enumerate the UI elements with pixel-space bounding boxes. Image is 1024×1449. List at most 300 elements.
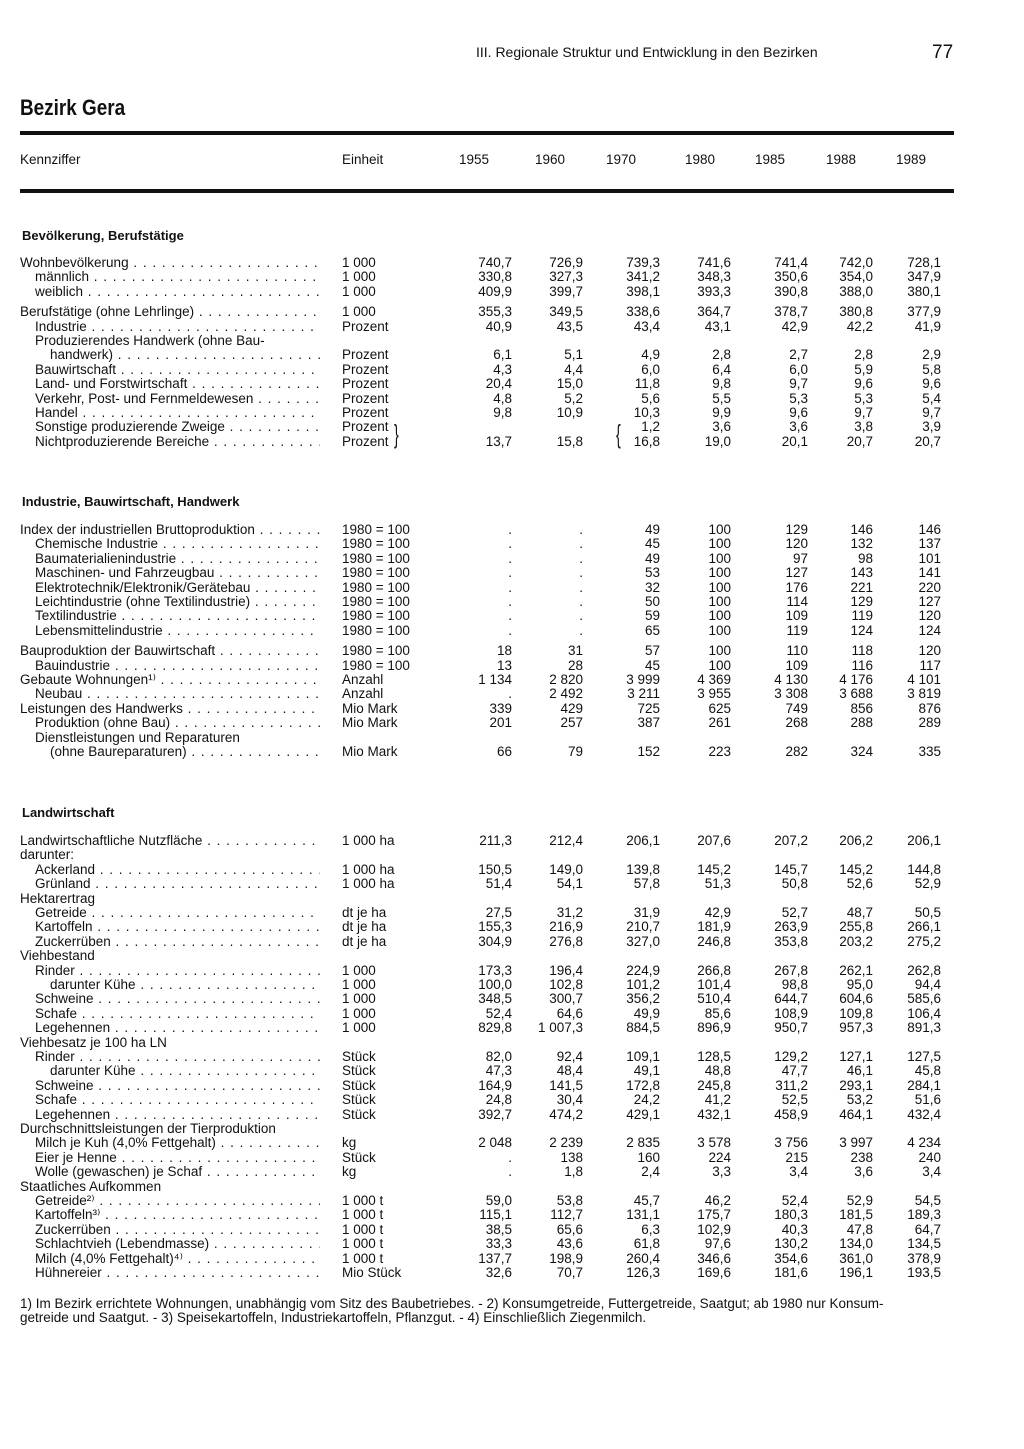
table-row — [0, 1136, 1024, 1150]
row-value: 216,9 — [549, 919, 583, 935]
row-value: 52,4 — [781, 1193, 808, 1208]
row-value: 335 — [918, 744, 941, 759]
row-label: Viehbestand — [20, 949, 95, 964]
row-value: . — [508, 608, 512, 624]
table-row — [0, 609, 1024, 623]
row-value: 311,2 — [775, 1077, 808, 1093]
table-row — [0, 920, 1024, 934]
row-value: . — [508, 594, 512, 609]
table-row — [0, 745, 1024, 759]
row-value: 884,5 — [626, 1020, 660, 1036]
row-value: 42,2 — [846, 318, 873, 334]
row-value: . — [508, 686, 512, 702]
row-value: 5,3 — [789, 390, 808, 406]
row-label: Produktion (ohne Bau) . . . — [35, 716, 320, 730]
row-value: 2 835 — [626, 1135, 660, 1151]
row-value: 31,9 — [633, 905, 660, 920]
row-value: 348,3 — [697, 269, 731, 285]
row-value: 5,6 — [641, 390, 660, 406]
col-head-year: 1989 — [896, 152, 927, 167]
row-value: 54,5 — [914, 1193, 941, 1208]
table-row — [0, 877, 1024, 891]
row-value: 3,6 — [712, 419, 731, 435]
row-value: 399,7 — [549, 283, 583, 299]
row-value: . — [579, 622, 583, 638]
row-value: 98,8 — [781, 977, 808, 992]
row-value: 19,0 — [704, 433, 731, 449]
row-value: 9,8 — [493, 405, 512, 420]
row-value: 4,4 — [564, 361, 583, 377]
row-value: 102,9 — [697, 1221, 731, 1237]
table-row — [0, 1021, 1024, 1035]
col-head-year: 1985 — [755, 152, 786, 167]
table-row — [0, 392, 1024, 406]
row-value: 741,4 — [774, 255, 808, 270]
row-label: Kartoffeln³⁾ . . . — [35, 1208, 320, 1222]
row-unit: 1 000 — [342, 1020, 376, 1036]
row-unit: 1980 = 100 — [342, 594, 410, 609]
row-value: 474,2 — [549, 1106, 583, 1122]
row-value: 101 — [918, 550, 941, 566]
row-value: 9,9 — [712, 405, 731, 420]
row-unit: 1 000 — [342, 304, 376, 320]
row-value: 378,7 — [774, 304, 808, 320]
row-value: 240 — [918, 1149, 941, 1165]
row-label: Schafe . . . — [35, 1093, 320, 1107]
table-row — [0, 659, 1024, 673]
table-row — [0, 1108, 1024, 1122]
brace-left-icon: { — [615, 419, 621, 449]
row-value: 20,4 — [485, 376, 512, 392]
row-value: 4 176 — [839, 672, 873, 687]
row-unit: 1 000 t — [342, 1207, 384, 1223]
row-label: Schafe . . . — [35, 1007, 320, 1021]
row-value: 100 — [708, 536, 731, 552]
row-unit: Prozent — [342, 361, 389, 377]
row-value: 50 — [644, 594, 660, 609]
row-value: 1,8 — [564, 1164, 583, 1180]
row-value: 950,7 — [774, 1020, 808, 1036]
row-unit: Anzahl — [342, 672, 384, 687]
row-value: 100 — [708, 579, 731, 595]
row-value: 282 — [785, 744, 808, 759]
row-label: Rinder . . . — [35, 964, 320, 978]
row-unit: 1 000 — [342, 962, 376, 978]
row-value: 9,6 — [922, 376, 941, 392]
table-row — [0, 687, 1024, 701]
row-label: darunter Kühe . . . — [50, 1064, 320, 1078]
row-unit: 1980 = 100 — [342, 550, 410, 566]
row-label: Ackerland . . . — [35, 863, 320, 877]
row-label: Eier je Henne . . . — [35, 1151, 320, 1165]
col-head-year: 1980 — [685, 152, 716, 167]
row-unit: Prozent — [342, 347, 389, 363]
row-value: 129,2 — [774, 1049, 808, 1064]
row-value: 100 — [708, 550, 731, 566]
row-value: 510,4 — [697, 991, 731, 1007]
row-value: 33,3 — [485, 1236, 512, 1252]
row-value: 409,9 — [478, 283, 512, 299]
row-value: 392,7 — [478, 1106, 512, 1122]
row-value: 380,8 — [839, 304, 873, 320]
row-value: 4,3 — [493, 361, 512, 377]
row-value: 43,5 — [556, 318, 583, 334]
row-value: 354,6 — [774, 1250, 808, 1266]
table-row — [0, 1252, 1024, 1266]
row-value: 458,9 — [774, 1106, 808, 1122]
row-value: 9,6 — [789, 405, 808, 420]
row-value: 52,4 — [485, 1005, 512, 1021]
row-value: 604,6 — [839, 991, 873, 1007]
row-value: 102,8 — [549, 977, 583, 992]
row-value: 132 — [850, 536, 873, 552]
row-label: Baumaterialienindustrie . . . — [35, 552, 320, 566]
row-value: 48,7 — [846, 905, 873, 920]
row-value: 9,7 — [789, 376, 808, 392]
row-value: 741,6 — [697, 255, 731, 270]
row-value: 100 — [708, 565, 731, 581]
row-value: 115,1 — [479, 1207, 512, 1223]
row-value: 355,3 — [478, 304, 512, 320]
row-value: 211,3 — [479, 833, 512, 848]
row-value: 2,7 — [789, 347, 808, 363]
row-value: 137,7 — [478, 1250, 512, 1266]
row-value: 43,6 — [556, 1236, 583, 1252]
row-value: 1 007,3 — [537, 1020, 583, 1036]
row-unit: Stück — [342, 1049, 376, 1064]
row-value: 46,1 — [846, 1063, 873, 1079]
row-value: 380,1 — [907, 283, 941, 299]
row-value: 300,7 — [549, 991, 583, 1007]
row-value: 31 — [567, 643, 583, 659]
row-value: 957,3 — [839, 1020, 873, 1036]
row-value: 118 — [851, 643, 873, 659]
row-value: 144,8 — [907, 861, 941, 877]
row-label: Milch je Kuh (4,0% Fettgehalt) . . . — [35, 1136, 320, 1150]
table-row — [0, 644, 1024, 658]
row-value: 2,8 — [854, 347, 873, 363]
row-unit: 1 000 — [342, 977, 376, 992]
row-value: 9,8 — [712, 376, 731, 392]
table-row — [0, 1079, 1024, 1093]
row-value: 138 — [560, 1149, 583, 1165]
table-row — [0, 552, 1024, 566]
row-value: 149,0 — [549, 861, 583, 877]
row-value: 52,9 — [846, 1193, 873, 1208]
row-value: 432,1 — [697, 1106, 731, 1122]
row-label: Leichtindustrie (ohne Textilindustrie) . . . — [35, 595, 320, 609]
row-label: handwerk) . . . — [50, 348, 320, 362]
row-value: 3 578 — [697, 1135, 731, 1151]
row-value: 193,5 — [907, 1265, 941, 1280]
row-value: 24,8 — [485, 1092, 512, 1108]
row-value: 338,6 — [626, 304, 660, 320]
footnote-line: getreide und Saatgut. - 3) Speisekartoffeln, Industriekartoffeln, Pflanzgut. - 4) Einschließlich Ziegenmilch. — [20, 1310, 647, 1325]
top-rule — [20, 131, 954, 135]
row-value: 749 — [785, 700, 808, 716]
row-label: Grünland . . . — [35, 877, 320, 891]
row-value: 106,4 — [907, 1005, 941, 1021]
row-value: . — [579, 550, 583, 566]
row-value: 4,8 — [493, 390, 512, 406]
row-value: 97,6 — [704, 1236, 731, 1252]
row-value: 255,8 — [839, 919, 873, 935]
row-value: 6,3 — [641, 1221, 660, 1237]
row-value: 145,2 — [697, 861, 731, 877]
row-unit: dt je ha — [342, 919, 387, 935]
row-value: 124 — [850, 622, 873, 638]
row-value: 181,5 — [839, 1207, 873, 1223]
row-label: Viehbesatz je 100 ha LN — [20, 1035, 167, 1050]
row-label: Schweine . . . — [35, 992, 320, 1006]
row-value: 120 — [918, 608, 941, 624]
row-unit: Mio Stück — [342, 1265, 402, 1280]
row-label: Neubau . . . — [35, 687, 320, 701]
row-value: 3,4 — [789, 1164, 808, 1180]
row-value: 378,9 — [907, 1250, 941, 1266]
row-label: Staatliches Aufkommen — [20, 1179, 162, 1194]
row-label: Getreide . . . — [35, 906, 320, 920]
row-label: Wolle (gewaschen) je Schaf . . . — [35, 1165, 320, 1179]
row-value: 4,9 — [641, 347, 660, 363]
row-value: 41,2 — [704, 1092, 731, 1108]
row-value: 221 — [850, 579, 873, 595]
row-value: 172,8 — [626, 1077, 660, 1093]
row-value: 109,1 — [626, 1049, 660, 1064]
table-row — [0, 702, 1024, 716]
row-value: 189,3 — [907, 1207, 941, 1223]
table-row — [0, 1194, 1024, 1208]
row-value: 1 134 — [478, 672, 512, 687]
row-unit: 1 000 t — [342, 1221, 384, 1237]
row-value: 65,6 — [556, 1221, 583, 1237]
row-value: 876 — [918, 700, 941, 716]
table-row — [0, 406, 1024, 420]
row-value: . — [508, 622, 512, 638]
table-row — [0, 1122, 1024, 1136]
row-value: 3,6 — [854, 1164, 873, 1180]
row-label: Industrie . . . — [35, 320, 320, 334]
row-unit: 1 000 ha — [342, 876, 395, 892]
row-value: 2,8 — [712, 347, 731, 363]
row-value: 6,0 — [789, 361, 808, 377]
brace-right-icon: } — [393, 419, 399, 449]
row-value: 180,3 — [774, 1207, 808, 1223]
row-value: 9,6 — [854, 376, 873, 392]
row-value: 4 130 — [774, 672, 808, 687]
row-value: 5,8 — [922, 361, 941, 377]
row-value: 324 — [850, 744, 873, 759]
row-value: 293,1 — [839, 1077, 873, 1093]
col-head-year: 1970 — [606, 152, 637, 167]
row-value: 5,4 — [922, 390, 941, 406]
table-row — [0, 673, 1024, 687]
row-value: 196,1 — [839, 1265, 873, 1280]
row-value: 160 — [637, 1149, 660, 1165]
row-value: 119 — [786, 622, 808, 638]
row-value: 388,0 — [839, 283, 873, 299]
row-value: 245,8 — [697, 1077, 731, 1093]
row-unit: 1 000 — [342, 255, 376, 270]
table-row — [0, 270, 1024, 284]
row-value: 398,1 — [626, 283, 660, 299]
row-value: 223 — [708, 744, 731, 759]
row-value: 109 — [785, 608, 808, 624]
row-value: 5,2 — [564, 390, 583, 406]
row-value: 28 — [567, 657, 583, 673]
row-value: 50,8 — [781, 876, 808, 892]
row-value: 267,8 — [774, 962, 808, 978]
row-value: 101,2 — [626, 977, 660, 992]
row-value: 143 — [850, 565, 873, 581]
row-value: 145,7 — [774, 861, 808, 877]
row-value: 339 — [489, 700, 512, 716]
table-row — [0, 1050, 1024, 1064]
row-value: . — [579, 565, 583, 581]
row-value: 27,5 — [485, 905, 512, 920]
row-value: 9,7 — [854, 405, 873, 420]
row-value: 5,3 — [854, 390, 873, 406]
row-value: 4 369 — [697, 672, 731, 687]
row-unit: 1980 = 100 — [342, 622, 410, 638]
row-value: 327,3 — [549, 269, 583, 285]
row-value: 20,7 — [846, 433, 873, 449]
row-unit: 1 000 t — [342, 1250, 384, 1266]
page-number: 77 — [932, 42, 954, 63]
row-label: (ohne Baureparaturen) . . . — [50, 745, 320, 759]
row-label: Zuckerrüben . . . — [35, 935, 320, 949]
row-value: 354,0 — [839, 269, 873, 285]
row-value: 97 — [792, 550, 808, 566]
running-header: III. Regionale Struktur und Entwicklung in den Bezirken — [476, 44, 818, 60]
row-value: 349,5 — [549, 304, 583, 320]
row-label: Maschinen- und Fahrzeugbau . . . — [35, 566, 320, 580]
table-row — [0, 1036, 1024, 1050]
table-row — [0, 716, 1024, 730]
row-value: 276,8 — [549, 933, 583, 949]
table-row — [0, 992, 1024, 1006]
row-value: 100 — [708, 657, 731, 673]
row-value: 49,1 — [633, 1063, 660, 1079]
row-value: 82,0 — [485, 1049, 512, 1064]
row-value: 3 999 — [626, 672, 660, 687]
row-unit: Stück — [342, 1149, 376, 1165]
row-value: 2,4 — [641, 1164, 660, 1180]
row-value: 42,9 — [704, 905, 731, 920]
row-unit: Prozent — [342, 405, 389, 420]
row-value: 52,6 — [846, 876, 873, 892]
row-label: Index der industriellen Bruttoproduktion . . . — [20, 523, 320, 537]
row-value: 52,5 — [781, 1092, 808, 1108]
row-value: 393,3 — [697, 283, 731, 299]
row-value: 238 — [850, 1149, 873, 1165]
row-value: 3 819 — [907, 686, 941, 702]
row-value: 43,1 — [704, 318, 731, 334]
table-row — [0, 320, 1024, 334]
row-value: 361,0 — [839, 1250, 873, 1266]
row-value: 268 — [785, 715, 808, 731]
row-label: Hektarertrag — [20, 891, 96, 906]
row-value: 49 — [644, 522, 660, 537]
row-value: 896,9 — [697, 1020, 731, 1036]
row-value: 206,1 — [626, 833, 660, 848]
row-value: 48,8 — [704, 1063, 731, 1079]
row-unit: 1980 = 100 — [342, 608, 410, 624]
row-value: 350,6 — [774, 269, 808, 285]
row-value: 49 — [644, 550, 660, 566]
row-value: 20,7 — [914, 433, 941, 449]
row-value: 38,5 — [485, 1221, 512, 1237]
row-value: 57 — [644, 643, 660, 659]
section-title: Bevölkerung, Berufstätige — [22, 228, 184, 243]
row-unit: 1 000 — [342, 269, 376, 285]
row-unit: Stück — [342, 1092, 376, 1108]
row-value: 891,3 — [907, 1020, 941, 1036]
row-value: 85,6 — [704, 1005, 731, 1021]
row-label: Schweine . . . — [35, 1079, 320, 1093]
row-label: darunter Kühe . . . — [50, 978, 320, 992]
row-value: 42,9 — [781, 318, 808, 334]
row-value: 18 — [496, 643, 512, 659]
row-value: 261 — [708, 715, 731, 731]
row-value: 53,8 — [556, 1193, 583, 1208]
row-unit: 1 000 ha — [342, 833, 395, 848]
row-label: Berufstätige (ohne Lehrlinge) . . . — [20, 305, 320, 319]
row-value: 51,6 — [914, 1092, 941, 1108]
row-label: darunter: — [20, 848, 75, 863]
col-head-year: 1960 — [535, 152, 566, 167]
row-value: 6,1 — [493, 347, 512, 363]
row-value: 4 234 — [907, 1135, 941, 1151]
row-value: . — [579, 594, 583, 609]
row-value: 45,7 — [633, 1193, 660, 1208]
row-label: Wohnbevölkerung . . . — [20, 256, 320, 270]
row-value: 198,9 — [549, 1250, 583, 1266]
row-label: Landwirtschaftliche Nutzfläche . . . — [20, 834, 320, 848]
row-unit: 1980 = 100 — [342, 522, 410, 537]
row-value: 109 — [785, 657, 808, 673]
row-value: 100 — [708, 522, 731, 537]
table-row — [0, 1093, 1024, 1107]
row-value: 47,3 — [485, 1063, 512, 1079]
row-value: 150,5 — [478, 861, 512, 877]
row-label: Legehennen . . . — [35, 1021, 320, 1035]
row-value: 3,3 — [712, 1164, 731, 1180]
table-row — [0, 377, 1024, 391]
row-value: 98 — [857, 550, 873, 566]
table-row — [0, 935, 1024, 949]
row-value: 390,8 — [774, 283, 808, 299]
row-unit: 1980 = 100 — [342, 579, 410, 595]
row-value: 79 — [567, 744, 583, 759]
row-value: 207,6 — [697, 833, 731, 848]
row-label: Milch (4,0% Fettgehalt)⁴⁾ . . . — [35, 1252, 320, 1266]
row-value: 5,5 — [712, 390, 731, 406]
section-title: Landwirtschaft — [22, 805, 115, 820]
row-value: 100 — [708, 643, 731, 659]
row-unit: Mio Mark — [342, 715, 398, 731]
row-value: 625 — [708, 700, 731, 716]
row-label: Sonstige produzierende Zweige . . . — [35, 420, 320, 434]
row-value: 356,2 — [626, 991, 660, 1007]
row-label: Leistungen des Handwerks . . . — [20, 702, 320, 716]
row-value: 856 — [850, 700, 873, 716]
row-value: 114 — [786, 594, 808, 609]
row-value: 3 756 — [774, 1135, 808, 1151]
row-value: 145,2 — [839, 861, 873, 877]
row-label: Nichtproduzierende Bereiche . . . — [35, 435, 320, 449]
table-row — [0, 624, 1024, 638]
